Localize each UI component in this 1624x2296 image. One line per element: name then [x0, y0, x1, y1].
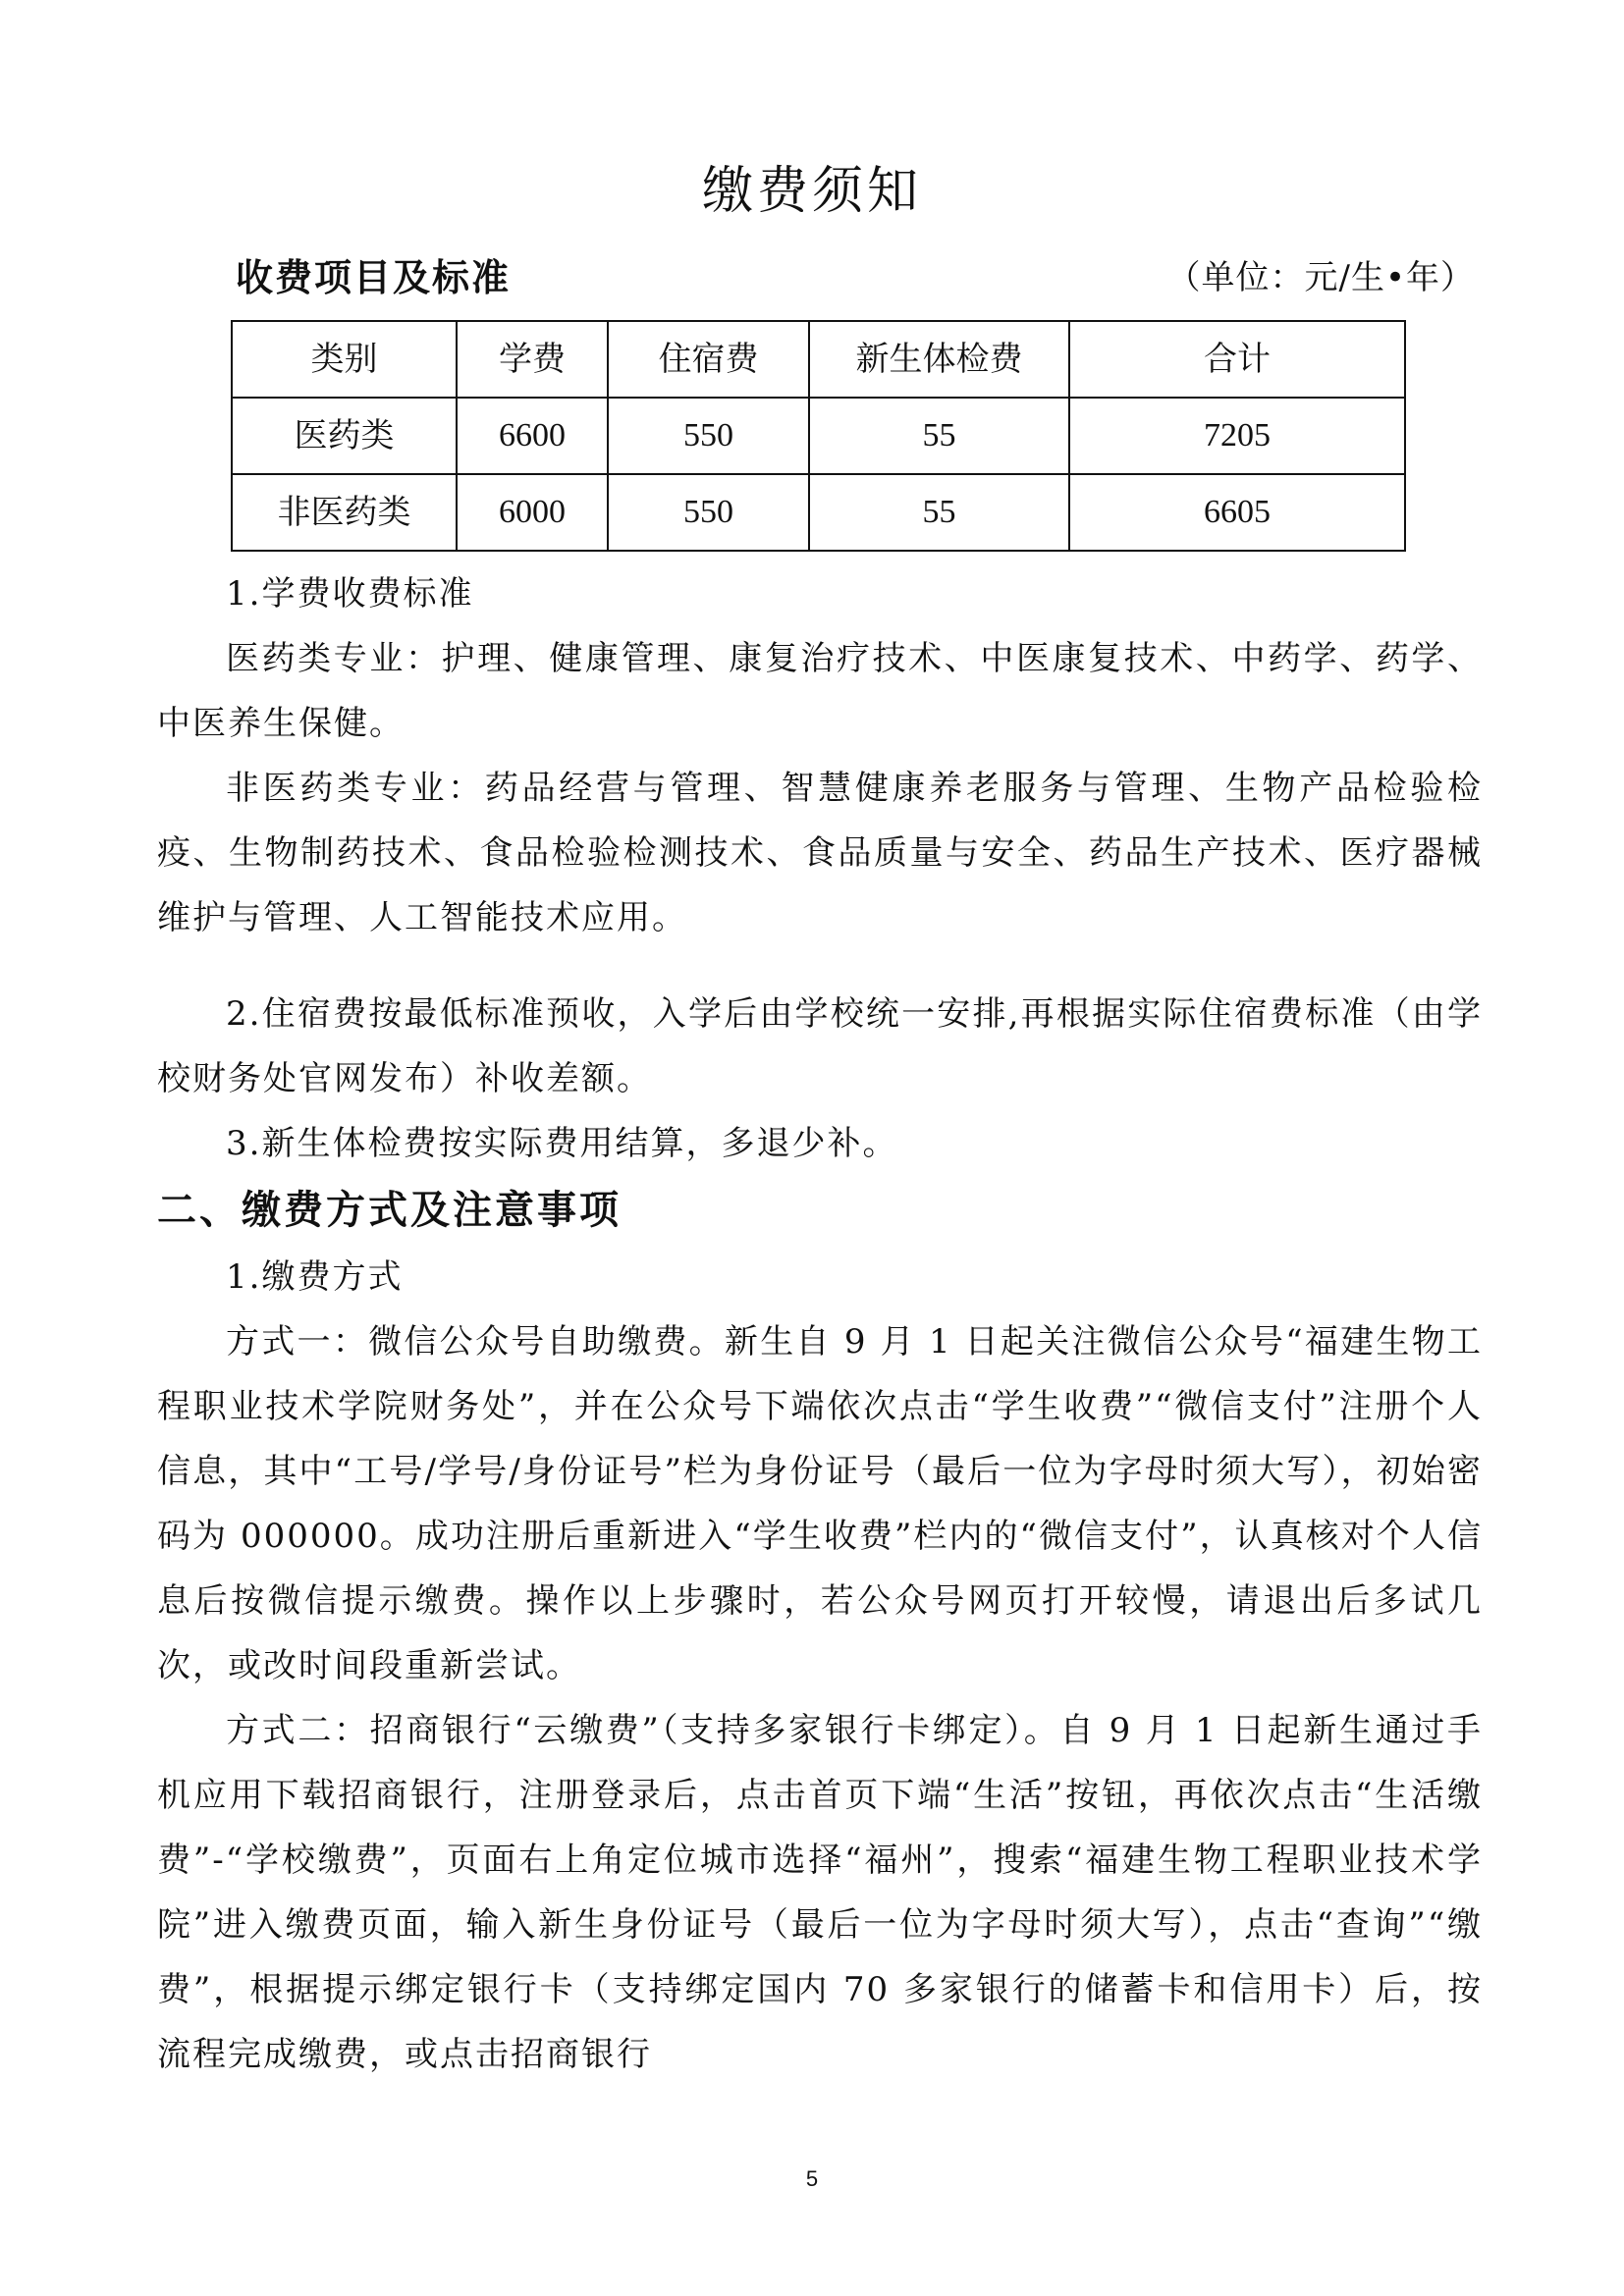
unit-note: （单位：元/生•年）	[1166, 258, 1475, 297]
section-heading-payment: 二、缴费方式及注意事项	[157, 1187, 622, 1233]
fee-table-header-cell: 学费	[457, 321, 608, 398]
table-cell-dorm: 550	[608, 398, 809, 474]
paragraph-method-cmb: 方式二：招商银行“云缴费”（支持多家银行卡绑定）。自 9 月 1 日起新生通过手机应用下载招商银行，注册登录后，点击首页下端“生活”按钮，再依次点击“生活缴费”-“学校缴费”，页面右上角定位城市选择“福州”，搜索“福建生物工程职业技术学院”进入缴费页面，输入新生身份证号（最后一位为字母时须大写），点击“查询”“缴费”，根据提示绑定银行卡（支持绑定国内 70 多家银行的储蓄卡和信用卡）后，按流程完成缴费，或点击招商银行	[157, 1711, 1483, 2074]
page-number: 5	[805, 2166, 819, 2191]
paragraph-tuition-standard-title: 1.学费收费标准	[226, 574, 474, 614]
table-row	[232, 474, 1405, 551]
fee-table-header-cell: 合计	[1069, 321, 1405, 398]
table-cell-tuition: 6000	[457, 474, 608, 551]
fee-table	[231, 320, 1406, 552]
fee-table-header-cell: 类别	[232, 321, 457, 398]
table-cell-dorm: 550	[608, 474, 809, 551]
fee-table-header-row	[232, 321, 1405, 398]
table-cell-tuition: 6600	[457, 398, 608, 474]
paragraph-method-wechat: 方式一：微信公众号自助缴费。新生自 9 月 1 日起关注微信公众号“福建生物工程职业技术学院财务处”，并在公众号下端依次点击“学生收费”“微信支付”注册个人信息，其中“工号/学号/身份证号”栏为身份证号（最后一位为字母时须大写），初始密码为 000000。成功注册后重新进入“学生收费”栏内的“微信支付”，认真核对个人信息后按微信提示缴费。操作以上步骤时，若公众号网页打开较慢，请退出后多试几次，或改时间段重新尝试。	[157, 1322, 1483, 1685]
fee-section-header	[236, 245, 1475, 310]
table-cell-total: 7205	[1069, 398, 1405, 474]
table-cell-category: 医药类	[232, 398, 457, 474]
paragraph-medical-majors: 医药类专业：护理、健康管理、康复治疗技术、中医康复技术、中药学、药学、中医养生保健。	[157, 639, 1483, 743]
table-cell-exam: 55	[809, 474, 1069, 551]
paragraph-nonmedical-majors: 非医药类专业：药品经营与管理、智慧健康养老服务与管理、生物产品检验检疫、生物制药技术、食品检验检测技术、食品质量与安全、药品生产技术、医疗器械维护与管理、人工智能技术应用。	[157, 769, 1483, 937]
table-cell-total: 6605	[1069, 474, 1405, 551]
paragraph-exam-fee: 3.新生体检费按实际费用结算，多退少补。	[226, 1124, 898, 1163]
section-heading-fees: 收费项目及标准	[236, 255, 512, 299]
table-row	[232, 398, 1405, 474]
fee-table-header-cell: 新生体检费	[809, 321, 1069, 398]
fee-table-header-cell: 住宿费	[608, 321, 809, 398]
paragraph-dorm-fee: 2.住宿费按最低标准预收，入学后由学校统一安排,再根据实际住宿费标准（由学校财务处官网发布）补收差额。	[157, 994, 1483, 1098]
page-title: 缴费须知	[701, 162, 922, 221]
table-cell-category: 非医药类	[232, 474, 457, 551]
paragraph-payment-method-title: 1.缴费方式	[226, 1257, 404, 1297]
table-cell-exam: 55	[809, 398, 1069, 474]
